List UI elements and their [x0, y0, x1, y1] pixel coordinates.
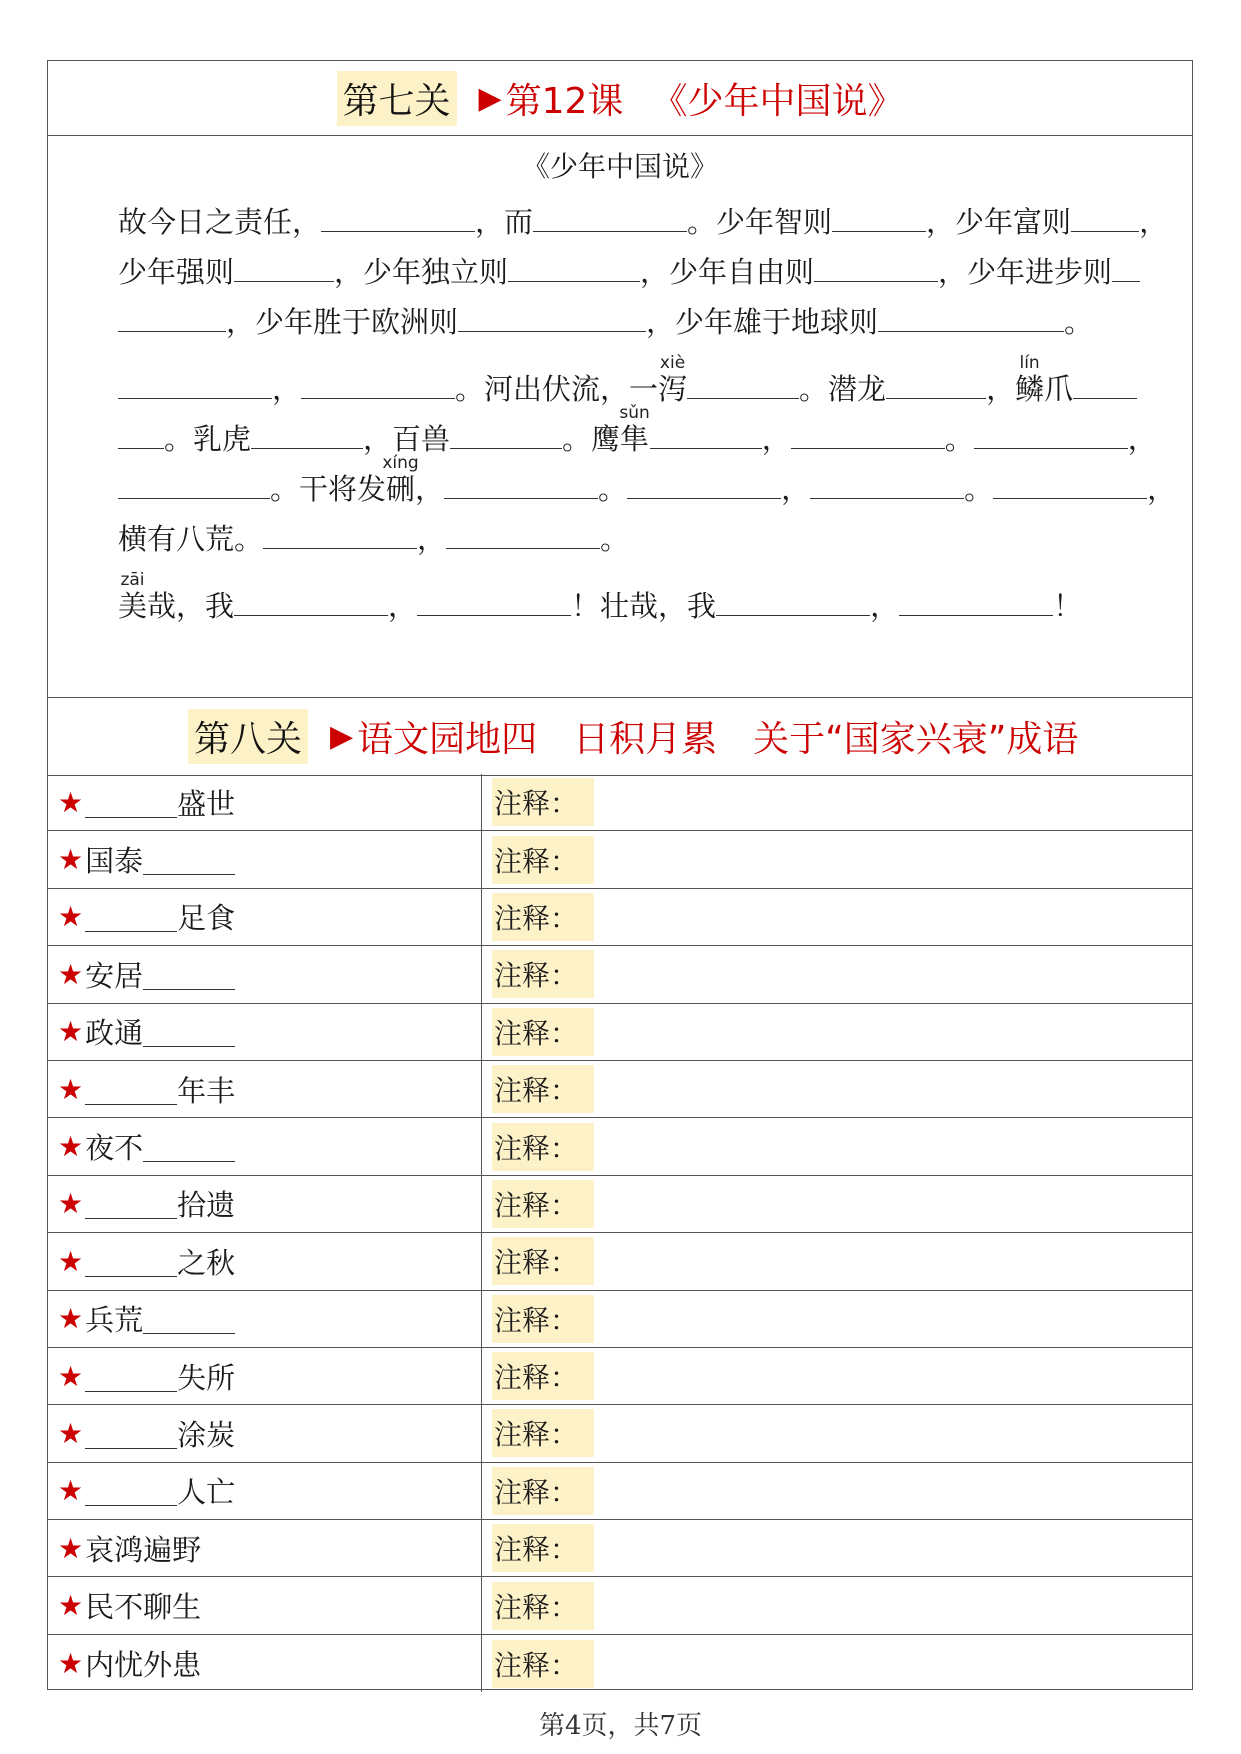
section-7-header — [48, 61, 1192, 136]
fill-blank[interactable] — [533, 199, 687, 232]
fill-blank[interactable] — [627, 466, 781, 499]
fill-blank[interactable] — [118, 299, 226, 332]
idiom-text-pre: 夜不 — [85, 1131, 144, 1166]
fill-blank[interactable] — [508, 249, 640, 282]
passage-title: 《少年中国说》 — [521, 150, 718, 183]
idiom-text-post: 之秋 — [177, 1245, 236, 1280]
idiom-cell — [48, 831, 482, 887]
fill-blank[interactable] — [178, 466, 270, 499]
star-icon: ★ — [58, 1072, 84, 1106]
fill-blank[interactable] — [446, 516, 600, 549]
star-icon: ★ — [58, 1416, 84, 1450]
idiom-blank[interactable] — [143, 1131, 235, 1162]
idiom-blank[interactable] — [85, 1246, 177, 1277]
note-label: 注释： — [492, 1180, 594, 1228]
idiom-cell — [48, 946, 482, 1002]
table-row — [48, 1405, 1192, 1462]
ruby-xing: 硎xíng — [382, 453, 419, 506]
fill-blank[interactable] — [417, 583, 571, 616]
note-label: 注释： — [492, 1352, 594, 1400]
ruby-sun: 隼sǔn — [619, 403, 650, 456]
worksheet — [47, 60, 1193, 1690]
table-row — [48, 1061, 1192, 1118]
idiom-blank[interactable] — [85, 787, 177, 818]
star-icon: ★ — [58, 1531, 84, 1565]
idiom-blank[interactable] — [143, 844, 235, 875]
fill-blank[interactable] — [899, 583, 1053, 616]
idiom-cell — [48, 1233, 482, 1289]
idiom-cell — [48, 1520, 482, 1576]
fill-blank[interactable] — [1073, 366, 1137, 399]
fill-blank[interactable] — [444, 466, 598, 499]
note-label: 注释： — [492, 1582, 594, 1630]
star-icon: ★ — [58, 1187, 84, 1221]
star-icon: ★ — [58, 1015, 84, 1049]
note-cell[interactable] — [482, 1520, 1192, 1576]
fill-blank[interactable] — [650, 416, 762, 449]
note-label: 注释： — [492, 1237, 594, 1285]
idiom-blank[interactable] — [85, 1418, 177, 1449]
star-icon: ★ — [58, 1647, 84, 1681]
idiom-cell — [48, 1635, 482, 1692]
idiom-text-pre: 安居 — [85, 958, 144, 993]
table-row — [48, 1176, 1192, 1233]
table-row — [48, 1291, 1192, 1348]
note-label: 注释： — [492, 950, 594, 998]
note-cell[interactable] — [482, 889, 1192, 945]
table-row — [48, 889, 1192, 946]
idiom-cell — [48, 774, 482, 830]
star-icon: ★ — [58, 1589, 84, 1623]
note-cell[interactable] — [482, 831, 1192, 887]
note-cell[interactable] — [482, 1004, 1192, 1060]
idiom-cell — [48, 1463, 482, 1519]
note-label: 注释： — [492, 1409, 594, 1457]
table-row — [48, 1348, 1192, 1405]
section-8-header — [48, 697, 1192, 776]
star-icon: ★ — [58, 1474, 84, 1508]
section-8-tag: 第八关 — [188, 709, 308, 764]
idiom-cell — [48, 1061, 482, 1117]
star-icon: ★ — [58, 1130, 84, 1164]
note-label: 注释： — [492, 1640, 594, 1688]
play-arrow-icon: ▶ — [330, 719, 354, 754]
idiom-blank[interactable] — [85, 1361, 177, 1392]
note-cell[interactable] — [482, 774, 1192, 830]
page-footer: 第4页，共7页 — [538, 1711, 703, 1741]
idiom-text-pre: 内忧外患 — [85, 1648, 202, 1683]
fill-blank[interactable] — [716, 583, 870, 616]
fill-blank[interactable] — [1071, 199, 1139, 232]
idiom-blank[interactable] — [85, 1475, 177, 1506]
fill-blank[interactable] — [974, 416, 1128, 449]
idiom-text-post: 人亡 — [177, 1475, 236, 1510]
table-row — [48, 1233, 1192, 1290]
ruby-zai: 美zāi — [118, 570, 148, 623]
note-cell[interactable] — [482, 1348, 1192, 1404]
note-label: 注释： — [492, 1008, 594, 1056]
fill-blank[interactable] — [118, 416, 164, 449]
idiom-cell — [48, 889, 482, 945]
star-icon: ★ — [58, 1244, 84, 1278]
paragraph-2: ， 。河出伏流，一泻xiè。潜龙 ，鳞lín爪。乳虎 ，百兽 。鹰隼sǔn， 。 ，。干将发硎xíng， 。 ， 。 ，横有八荒。 ， 。 — [118, 353, 1177, 556]
idiom-cell — [48, 1004, 482, 1060]
idiom-text-pre: 国泰 — [85, 844, 144, 879]
idiom-cell — [48, 1291, 482, 1347]
fill-blank[interactable] — [886, 366, 986, 399]
star-icon: ★ — [58, 957, 84, 991]
idiom-text-post: 拾遗 — [177, 1188, 236, 1223]
note-cell[interactable] — [482, 1176, 1192, 1232]
idiom-blank[interactable] — [85, 901, 177, 932]
note-label: 注释： — [492, 778, 594, 826]
note-label: 注释： — [492, 1524, 594, 1572]
table-row — [48, 831, 1192, 888]
ruby-xie: 泻xiè — [658, 353, 688, 406]
play-arrow-icon: ▶ — [478, 80, 502, 116]
fill-blank[interactable] — [993, 466, 1147, 499]
fill-blank[interactable] — [814, 249, 938, 282]
star-icon: ★ — [58, 843, 84, 877]
idiom-text-post: 失所 — [177, 1360, 236, 1395]
lesson-title: 《少年中国说》 — [651, 80, 904, 122]
table-row — [48, 946, 1192, 1003]
fill-blank[interactable] — [301, 366, 455, 399]
idiom-text-pre: 兵荒 — [85, 1303, 144, 1338]
idiom-text-post: 涂炭 — [177, 1417, 236, 1452]
idiom-cell — [48, 1405, 482, 1461]
section-8-title: 语文园地四 日积月累 关于“国家兴衰”成语 — [357, 719, 1079, 760]
section-7-tag: 第七关 — [337, 71, 457, 126]
table-row — [48, 1577, 1192, 1634]
table-row — [48, 1520, 1192, 1577]
ruby-lin: 鳞lín — [1015, 353, 1045, 406]
note-cell[interactable] — [482, 1233, 1192, 1289]
fill-blank[interactable] — [878, 299, 1064, 332]
idiom-blank[interactable] — [85, 1074, 177, 1105]
fill-blank[interactable] — [791, 416, 945, 449]
note-label: 注释： — [492, 836, 594, 884]
star-icon: ★ — [58, 1302, 84, 1336]
fill-blank[interactable] — [234, 249, 334, 282]
note-label: 注释： — [492, 893, 594, 941]
fill-blank[interactable] — [118, 366, 272, 399]
fill-blank[interactable] — [251, 416, 363, 449]
fill-blank[interactable] — [1112, 249, 1140, 282]
idiom-cell — [48, 1176, 482, 1232]
fill-blank[interactable] — [810, 466, 964, 499]
note-cell[interactable] — [482, 1061, 1192, 1117]
idiom-blank[interactable] — [143, 1016, 235, 1047]
star-icon: ★ — [58, 1359, 84, 1393]
note-label: 注释： — [492, 1123, 594, 1171]
table-row — [48, 1463, 1192, 1520]
idiom-text-post: 足食 — [177, 901, 236, 936]
note-cell[interactable] — [482, 1291, 1192, 1347]
fill-blank[interactable] — [321, 199, 475, 232]
fill-blank[interactable] — [263, 516, 417, 549]
note-cell[interactable] — [482, 1635, 1192, 1692]
fill-blank[interactable] — [832, 199, 926, 232]
table-row — [48, 774, 1192, 831]
idiom-table — [48, 774, 1192, 1692]
note-label: 注释： — [492, 1295, 594, 1343]
idiom-blank[interactable] — [143, 1303, 235, 1334]
fill-blank[interactable] — [450, 416, 562, 449]
lesson-number: 第12课 — [505, 80, 624, 122]
note-label: 注释： — [492, 1065, 594, 1113]
fill-blank[interactable] — [118, 466, 178, 499]
star-icon: ★ — [58, 785, 84, 819]
paragraph-1: 故今日之责任， ，而 。少年智则 ，少年富则 ，少年强则 ，少年独立则 ，少年自由则 ，少年进步则，少年胜于欧洲则 ，少年雄于地球则 。 — [60, 197, 1180, 347]
table-row — [48, 1118, 1192, 1175]
note-cell[interactable] — [482, 946, 1192, 1002]
idiom-blank[interactable] — [85, 1188, 177, 1219]
table-row — [48, 1004, 1192, 1061]
note-cell[interactable] — [482, 1577, 1192, 1633]
passage-body — [60, 197, 1180, 639]
idiom-text-pre: 哀鸿遍野 — [85, 1532, 202, 1567]
idiom-blank[interactable] — [143, 959, 235, 990]
idiom-cell — [48, 1348, 482, 1404]
idiom-cell — [48, 1118, 482, 1174]
note-label: 注释： — [492, 1467, 594, 1515]
note-cell[interactable] — [482, 1405, 1192, 1461]
note-cell[interactable] — [482, 1118, 1192, 1174]
note-cell[interactable] — [482, 1463, 1192, 1519]
table-row — [48, 1635, 1192, 1692]
idiom-text-post: 年丰 — [177, 1073, 236, 1108]
fill-blank[interactable] — [458, 299, 646, 332]
star-icon: ★ — [58, 900, 84, 934]
idiom-text-post: 盛世 — [177, 786, 236, 821]
idiom-text-pre: 政通 — [85, 1016, 144, 1051]
idiom-cell — [48, 1577, 482, 1633]
fill-blank[interactable] — [234, 583, 388, 616]
paragraph-3: 美zāi哉，我 ， ！壮哉，我 ， ！ — [118, 570, 1083, 623]
fill-blank[interactable] — [687, 366, 799, 399]
idiom-text-pre: 民不聊生 — [85, 1590, 202, 1625]
